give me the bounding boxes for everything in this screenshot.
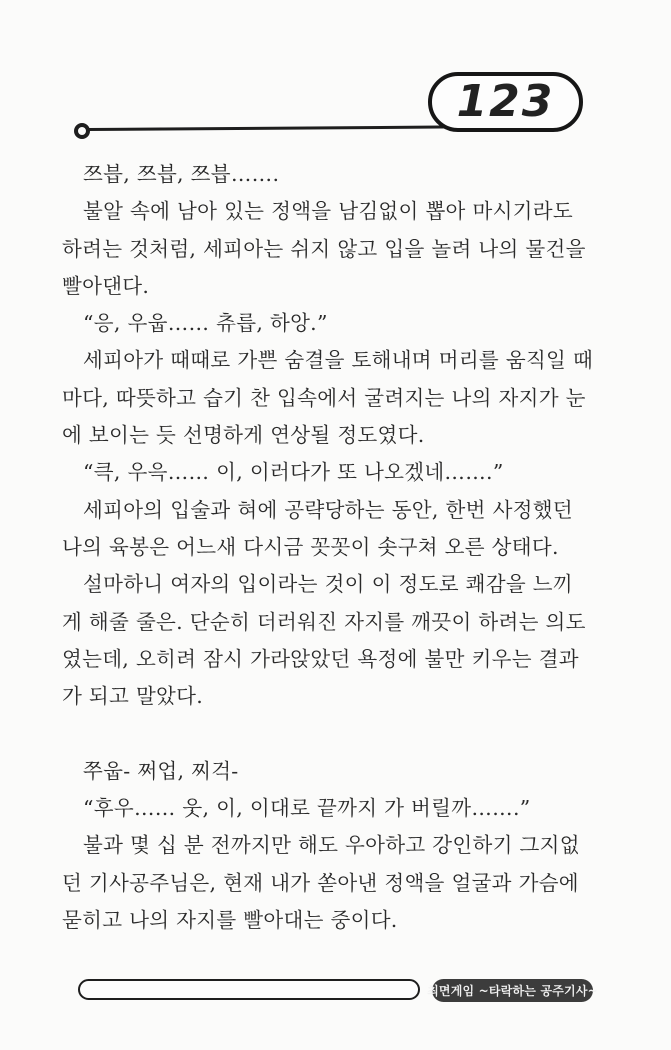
body-line: 마다, 따뜻하고 습기 찬 입속에서 굴려지는 나의 자지가 눈 [62,385,586,410]
body-line: 에 보이는 듯 선명하게 연상될 정도였다. [62,423,425,448]
body-line: 였는데, 오히려 잠시 가라앉았던 욕정에 불만 키우는 결과 [62,646,579,671]
page-number: 123 [456,75,555,127]
body-line: 불과 몇 십 분 전까지만 해도 우아하고 강인하기 그지없 [83,833,580,858]
body-line: “응, 우웁…… 츄릅, 하앙.” [83,311,328,336]
body-line: 세피아가 때때로 가쁜 숨결을 토해내며 머리를 움직일 때 [83,348,594,373]
body-line-blank [62,715,610,752]
body-line: 가 되고 말았다. [62,684,204,709]
body-line: 설마하니 여자의 입이라는 것이 이 정도로 쾌감을 느끼 [83,572,573,597]
body-text [62,156,610,939]
body-line: 쭈웁- 쩌업, 찌걱- [83,758,239,783]
body-line: 불알 속에 남아 있는 정액을 남김없이 뽑아 마시기라도 [83,199,573,224]
footer-series-title: 최면게임 ~타락하는 공주기사~ [427,984,598,998]
body-line: 하려는 것처럼, 세피아는 쉬지 않고 입을 놀려 나의 물건을 [62,236,586,261]
body-line: 나의 육봉은 어느새 다시금 꼿꼿이 솟구쳐 오른 상태다. [62,534,559,559]
footer-empty-pill [78,979,420,1000]
body-line: 빨아댄다. [62,273,150,298]
body-line: 던 기사공주님은, 현재 내가 쏟아낸 정액을 얼굴과 가슴에 [62,870,579,895]
header-rule-line [88,125,456,131]
footer-series-badge [427,979,598,1002]
body-line: 쯔븝, 쯔븝, 쯔븝……. [83,162,280,186]
body-line: “후우…… 웃, 이, 이대로 끝까지 가 버릴까…….” [83,796,531,821]
body-line: 게 해줄 줄은. 단순히 더러워진 자지를 깨끗이 하려는 의도 [62,609,586,634]
body-line: 묻히고 나의 자지를 빨아대는 중이다. [62,907,398,932]
page-number-badge [428,72,583,132]
body-line: 세피아의 입술과 혀에 공략당하는 동안, 한번 사정했던 [83,497,573,522]
body-line: “큭, 우윽…… 이, 이러다가 또 나오겠네…….” [83,460,504,485]
